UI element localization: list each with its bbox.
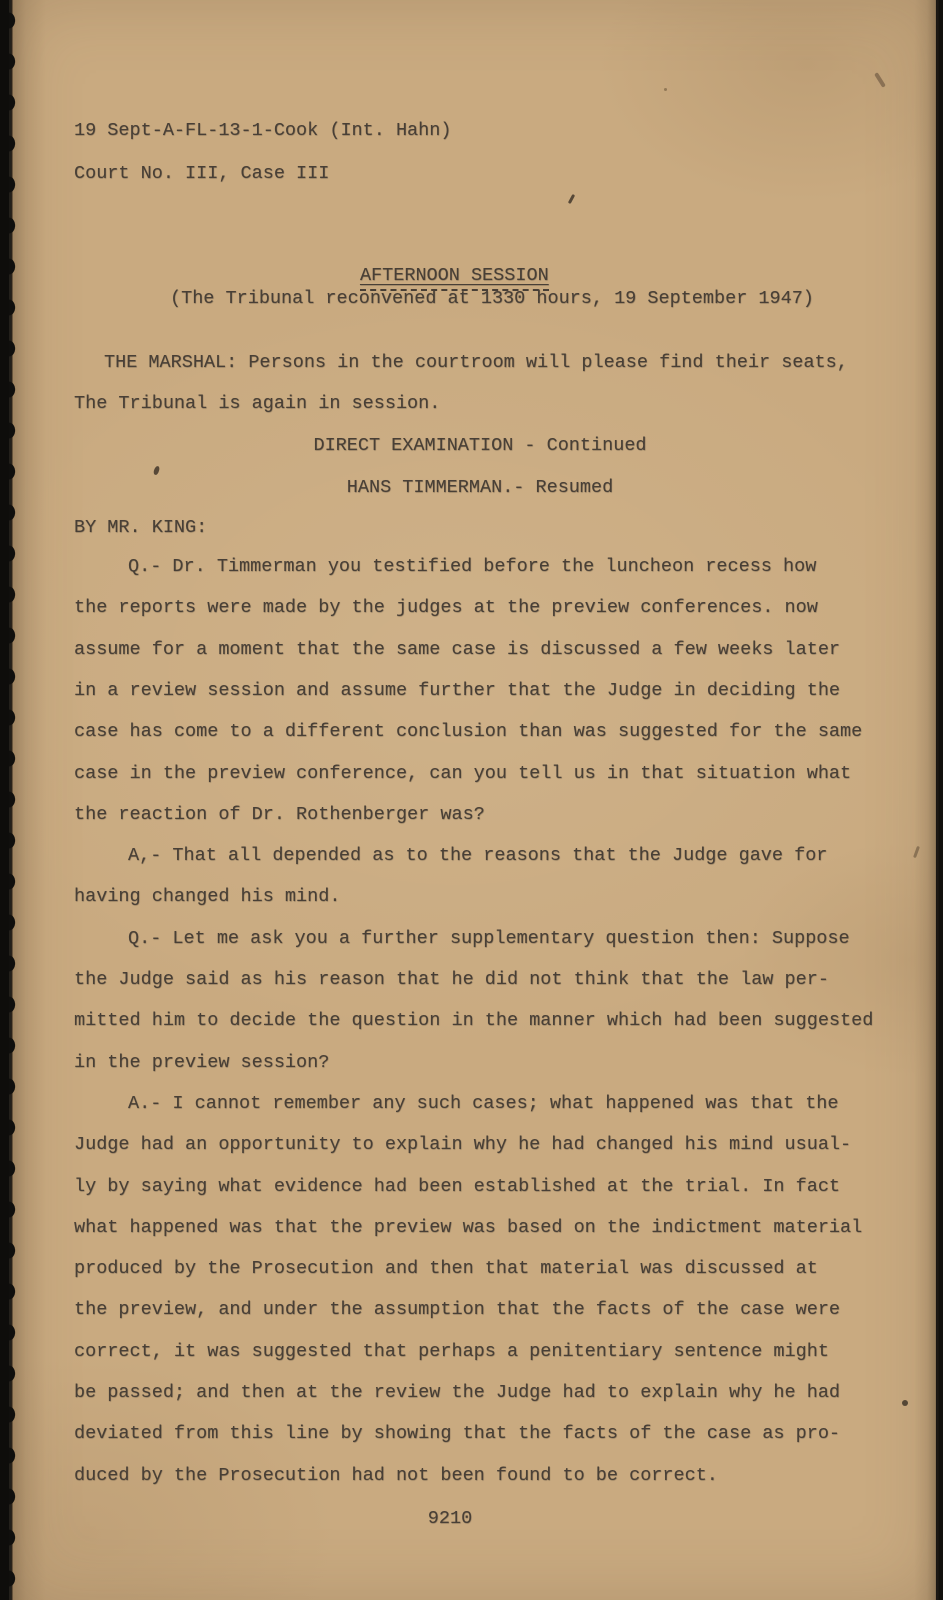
transcript-line: be passed; and then at the review the Judge had to explain why he had xyxy=(74,1382,841,1403)
marshal-statement-line1: THE MARSHAL: Persons in the courtroom will please find their seats, xyxy=(104,352,848,373)
transcript-line: the preview, and under the assumption that the facts of the case were xyxy=(74,1299,841,1321)
page-number: 9210 xyxy=(427,1508,473,1529)
transcript-line: in the preview session? xyxy=(74,1051,330,1073)
transcript-line: deviated from this line by showing that the facts of the case as pro- xyxy=(74,1423,841,1445)
paper-speck xyxy=(902,1400,908,1406)
document-id-line: 19 Sept-A-FL-13-1-Cook (Int. Hahn) xyxy=(74,120,452,141)
session-subtitle: (The Tribunal reconvened at 1330 hours, 19 September 1947) xyxy=(170,288,814,309)
transcript-line: in a review session and assume further that the Judge in deciding the xyxy=(74,679,841,701)
transcript-line: mitted him to decide the question in the manner which had been suggested xyxy=(74,1010,874,1032)
scan-edge-right xyxy=(935,0,943,1600)
marshal-statement-line2: The Tribunal is again in session. xyxy=(74,393,441,414)
examiner-line: BY MR. KING: xyxy=(74,517,208,538)
transcript-line: Judge had an opportunity to explain why he had changed his mind usual- xyxy=(74,1134,852,1156)
examination-heading: DIRECT EXAMINATION - Continued xyxy=(313,435,647,456)
transcript-line: the Judge said as his reason that he did not think that the law per- xyxy=(74,969,829,990)
witness-heading: HANS TIMMERMAN.- Resumed xyxy=(346,477,614,498)
paper-speck xyxy=(913,846,920,858)
transcript-line: A,- That all depended as to the reasons that the Judge gave for xyxy=(128,845,828,867)
transcript-line: Q.- Dr. Timmerman you testified before the luncheon recess how xyxy=(128,556,817,577)
transcript-line: assume for a moment that the same case is discussed a few weeks later xyxy=(74,638,841,660)
transcript-line: the reports were made by the judges at the preview conferences. now xyxy=(74,597,818,619)
transcript-line: case has come to a different conclusion than was suggested for the same xyxy=(74,721,863,743)
transcript-line: Q.- Let me ask you a further supplementary question then: Suppose xyxy=(128,927,850,949)
binding-edge-scallops xyxy=(9,0,27,1600)
transcript-line: having changed his mind. xyxy=(74,886,341,908)
transcript-line: correct, it was suggested that perhaps a penitentiary sentence might xyxy=(74,1340,829,1362)
typed-text-layer xyxy=(74,0,886,1600)
session-title-text: AFTERNOON SESSION xyxy=(360,265,549,291)
transcript-line: case in the preview conference, can you tell us in that situation what xyxy=(74,762,852,784)
court-case-line: Court No. III, Case III xyxy=(74,163,330,184)
transcript-line: duced by the Prosecution had not been found to be correct. xyxy=(74,1464,718,1486)
transcript-line: produced by the Prosecution and then that material was discussed at xyxy=(74,1258,818,1280)
transcript-line: the reaction of Dr. Rothenberger was? xyxy=(74,803,485,825)
transcript-line: A.- I cannot remember any such cases; what happened was that the xyxy=(128,1092,839,1114)
transcript-line: ly by saying what evidence had been established at the trial. In fact xyxy=(74,1175,841,1197)
transcript-line: what happened was that the preview was based on the indictment material xyxy=(74,1216,863,1238)
